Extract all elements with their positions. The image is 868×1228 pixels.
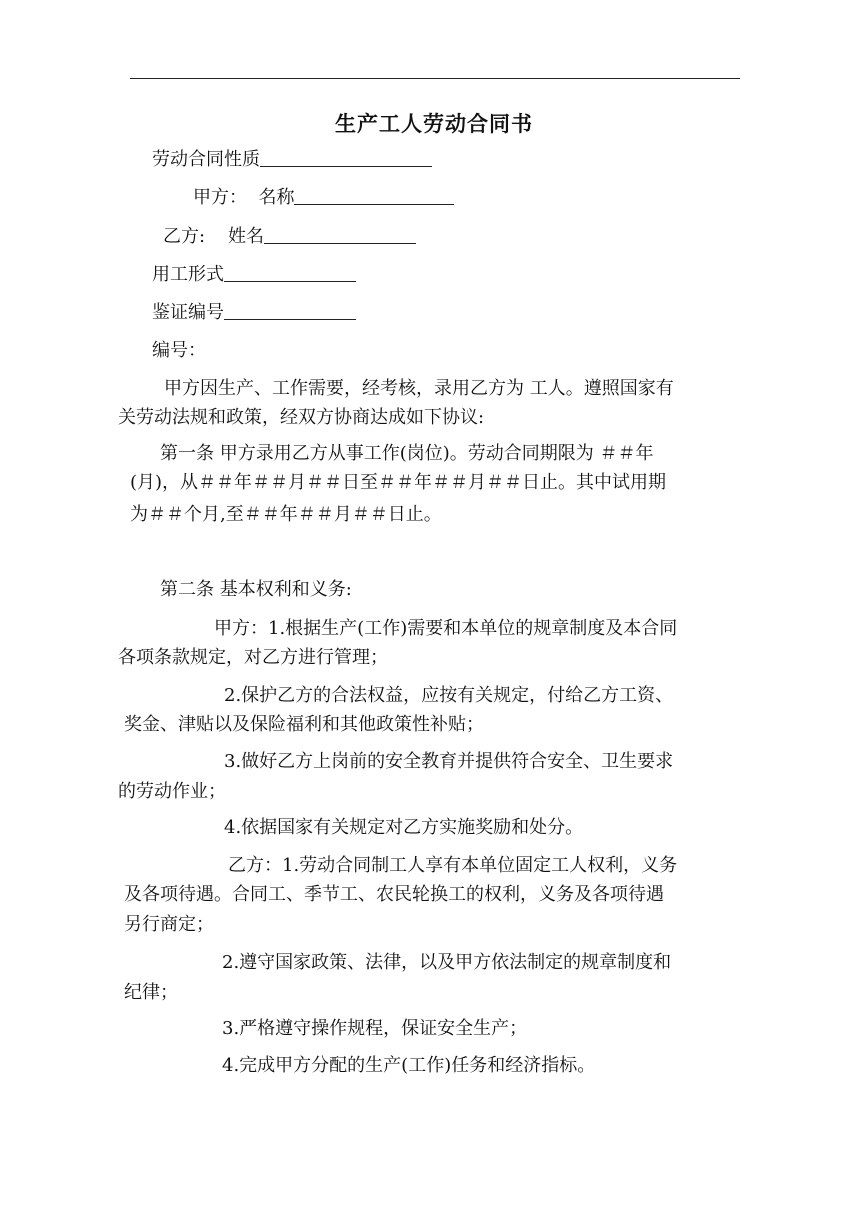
field-label: 乙方: 姓名 [163,226,264,247]
blank-line [264,225,416,244]
party-a-item: 4.依据国家有关规定对乙方实施奖励和处分。 [224,817,584,838]
intro-line: 关劳动法规和政策，经双方协商达成如下协议: [118,407,485,428]
party-a-item: 3.做好乙方上岗前的安全教育并提供符合安全、卫生要求 [224,751,674,772]
blank-line [294,186,454,205]
field-label: 甲方： 名称 [193,187,295,208]
party-b-item: 另行商定； [124,914,214,935]
field-party-a-name [193,186,454,210]
field-label: 鉴证编号 [152,302,224,323]
field-contract-nature [152,148,432,172]
party-b-item: 2.遵守国家政策、法律，以及甲方依法制定的规章制度和 [222,952,672,973]
article1-line: 第一条 甲方录用乙方从事工作(岗位)。劳动合同期限为 ＃＃年 [160,443,654,464]
party-b-item: 乙方：1.劳动合同制工人享有本单位固定工人权利，义务 [228,855,678,876]
field-label: 劳动合同性质 [152,149,260,170]
party-a-item: 各项条款规定，对乙方进行管理； [118,647,388,668]
blank-line [224,301,356,320]
field-number [152,339,206,363]
field-label: 编号： [152,340,206,361]
party-b-item: 4.完成甲方分配的生产(工作)任务和经济指标。 [222,1055,596,1076]
party-a-item: 奖金、津贴以及保险福利和其他政策性补贴； [124,714,484,735]
blank-line [260,148,432,167]
field-label: 用工形式 [152,264,224,285]
document-title: 生产工人劳动合同书 [335,111,533,136]
article1-line: 为＃＃个月,至＃＃年＃＃月＃＃日止。 [130,504,442,525]
intro-line: 甲方因生产、工作需要，经考核，录用乙方为 工人。遵照国家有 [164,378,674,399]
party-a-item: 甲方：1.根据生产(工作)需要和本单位的规章制度及本合同 [214,618,678,639]
party-b-item: 纪律； [124,982,178,1003]
field-party-b-name [163,225,416,249]
header-rule [130,78,740,79]
article1-line: (月)，从＃＃年＃＃月＃＃日至＃＃年＃＃月＃＃日止。其中试用期 [130,472,667,493]
field-verification-number [152,301,356,325]
party-a-item: 的劳动作业； [118,781,226,802]
field-employment-form [152,263,356,287]
blank-line [224,263,356,282]
article2-heading: 第二条 基本权利和义务: [160,579,352,600]
party-a-item: 2.保护乙方的合法权益，应按有关规定，付给乙方工资、 [224,685,674,706]
party-b-item: 3.严格遵守操作规程，保证安全生产； [222,1018,528,1039]
party-b-item: 及各项待遇。合同工、季节工、农民轮换工的权利，义务及各项待遇 [124,884,664,905]
